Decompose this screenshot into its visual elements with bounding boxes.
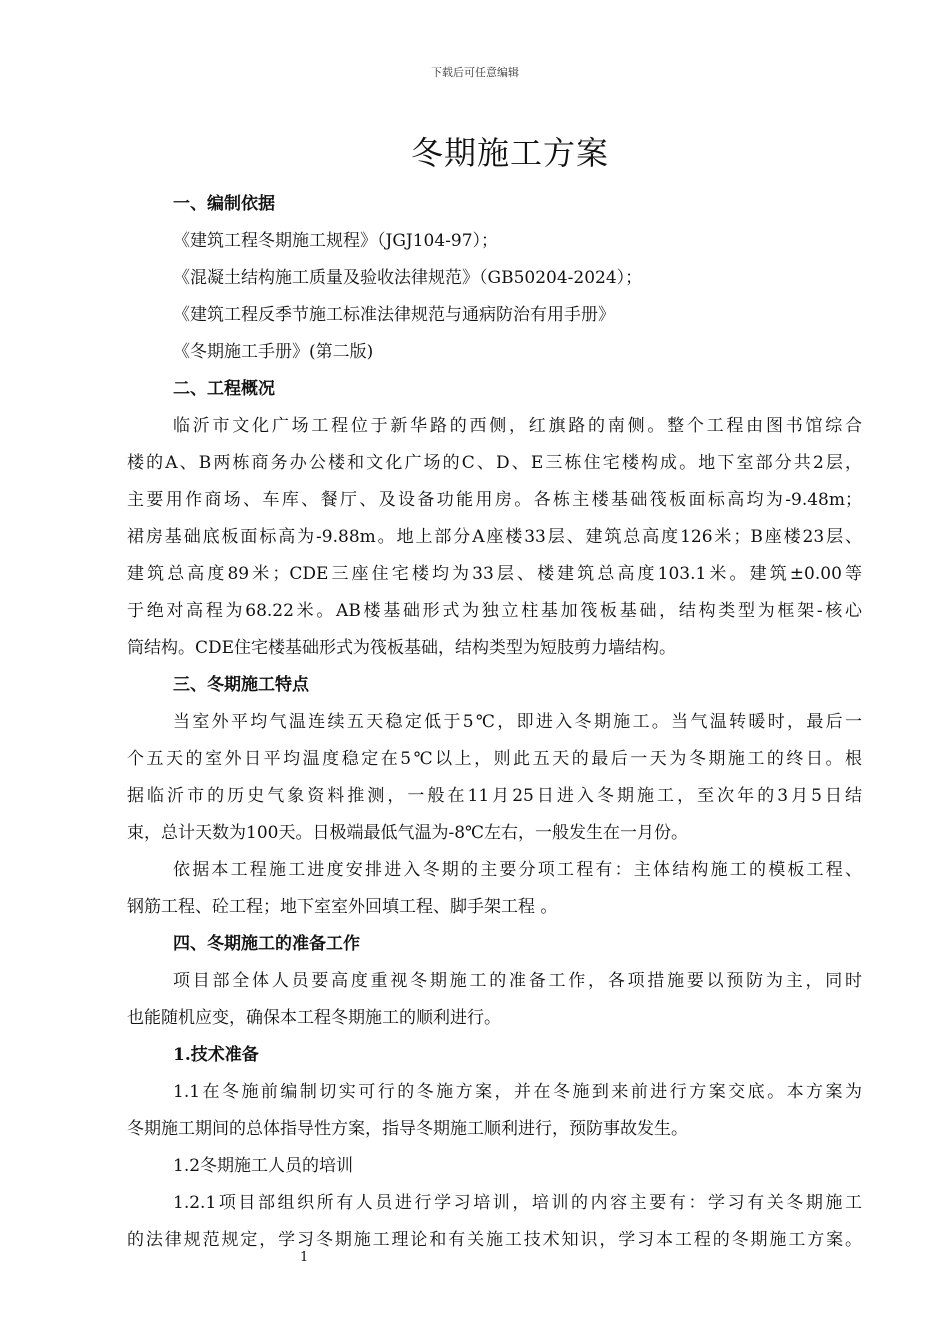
text-line: 主要用作商场、车库、餐厅、及设备功能用房。各栋主楼基础筏板面标高均为-9.48m；: [127, 490, 862, 510]
text-line: 据临沂市的历史气象资料推测，一般在11月25日进入冬期施工，至次年的3月5日结: [127, 786, 862, 806]
section-heading: 1.技术准备: [173, 1045, 259, 1065]
text-line: 临沂市文化广场工程位于新华路的西侧，红旗路的南侧。整个工程由图书馆综合: [173, 416, 862, 436]
text-line: 个五天的室外日平均温度稳定在5℃以上，则此五天的最后一天为冬期施工的终日。根: [127, 749, 862, 769]
text-line: 楼的A、B两栋商务办公楼和文化广场的C、D、E三栋住宅楼构成。地下室部分共2层，: [127, 453, 862, 473]
text-line: 项目部全体人员要高度重视冬期施工的准备工作，各项措施要以预防为主，同时: [173, 971, 862, 991]
page-header: 下载后可任意编辑: [431, 66, 519, 79]
text-line: 筒结构。CDE住宅楼基础形式为筏板基础，结构类型为短肢剪力墙结构。: [127, 638, 677, 658]
text-line: 《建筑工程冬期施工规程》（JGJ104-97）；: [173, 231, 499, 251]
text-line: 1.2.1项目部组织所有人员进行学习培训，培训的内容主要有：学习有关冬期施工: [173, 1193, 862, 1213]
text-line: 的法律规范规定，学习冬期施工理论和有关施工技术知识，学习本工程的冬期施工方案。: [127, 1230, 862, 1250]
text-line: 《冬期施工手册》(第二版): [173, 342, 374, 362]
text-line: 也能随机应变，确保本工程冬期施工的顺利进行。: [127, 1008, 501, 1028]
section-heading: 四、冬期施工的准备工作: [173, 934, 360, 954]
text-line: 《混凝土结构施工质量及验收法律规范》（GB50204-2024）；: [173, 268, 643, 288]
text-line: 当室外平均气温连续五天稳定低于5℃，即进入冬期施工。当气温转暖时，最后一: [173, 712, 862, 732]
document-body: [127, 191, 862, 1264]
section-heading: 二、工程概况: [173, 379, 275, 399]
text-line: 依据本工程施工进度安排进入冬期的主要分项工程有：主体结构施工的模板工程、: [173, 860, 862, 880]
text-line: 裙房基础底板面标高为-9.88m。地上部分A座楼33层、建筑总高度126米；B座楼23层、: [127, 527, 862, 547]
text-line: 建筑总高度89米；CDE三座住宅楼均为33层、楼建筑总高度103.1米。建筑±0.00等: [127, 564, 862, 584]
text-line: 束，总计天数为100天。日极端最低气温为-8℃左右，一般发生在一月份。: [127, 823, 689, 843]
text-line: 于绝对高程为68.22米。AB楼基础形式为独立柱基加筏板基础，结构类型为框架-核心: [127, 601, 862, 621]
section-heading: 三、冬期施工特点: [173, 675, 309, 695]
document-title: 冬期施工方案: [410, 134, 609, 172]
text-line: 钢筋工程、砼工程；地下室室外回填工程、脚手架工程 。: [127, 897, 558, 917]
text-line: 1.1在冬施前编制切实可行的冬施方案，并在冬施到来前进行方案交底。本方案为: [173, 1082, 862, 1102]
text-line: 《建筑工程反季节施工标准法律规范与通病防治有用手册》: [173, 305, 615, 325]
page-number: 1: [300, 1250, 309, 1265]
text-line: 冬期施工期间的总体指导性方案，指导冬期施工顺利进行，预防事故发生。: [127, 1119, 688, 1139]
section-heading: 一、编制依据: [173, 194, 275, 214]
text-line: 1.2冬期施工人员的培训: [173, 1156, 354, 1176]
